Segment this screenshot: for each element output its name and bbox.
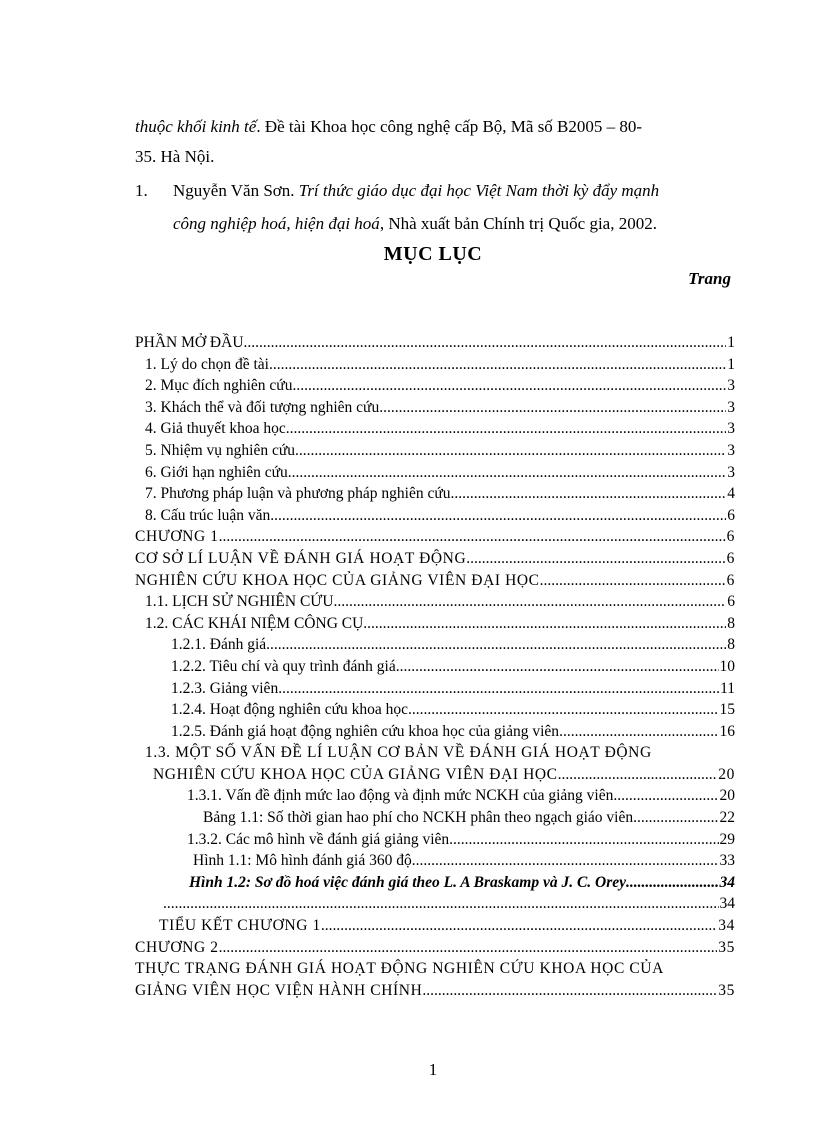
- reference-text: 35. Hà Nội.: [135, 147, 215, 166]
- reference-author: Nguyễn Văn Sơn.: [173, 181, 299, 200]
- reference-line: [173, 213, 743, 235]
- toc-entry[interactable]: 8. Cấu trúc luận văn ..... 6: [135, 505, 735, 527]
- toc-entry[interactable]: 1.3. MỘT SỐ VẤN ĐỀ LÍ LUẬN CƠ BẢN VỀ ĐÁNH GIÁ HOẠT ĐỘNG: [145, 744, 652, 762]
- toc-entry[interactable]: 1. Lý do chọn đề tài ..... 1: [135, 354, 735, 376]
- toc-entry[interactable]: 1.2.4. Hoạt động nghiên cứu khoa học ..... 15: [135, 699, 735, 721]
- toc-entry[interactable]: CHƯƠNG 2 ..... 35: [135, 937, 735, 959]
- reference-italic-text: thuộc khối kinh tế: [135, 117, 257, 136]
- toc-entry[interactable]: NGHIÊN CỨU KHOA HỌC CỦA GIẢNG VIÊN ĐẠI HỌC ..... 20: [135, 764, 735, 786]
- toc-entry[interactable]: ..... 34: [135, 893, 735, 915]
- toc-entry[interactable]: Hình 1.2: Sơ đồ hoá việc đánh giá theo L. A Braskamp và J. C. Orey ..... 34: [135, 872, 735, 894]
- toc-entry[interactable]: NGHIÊN CỨU KHOA HỌC CỦA GIẢNG VIÊN ĐẠI HỌC ..... 6: [135, 570, 735, 592]
- toc-page-column-label: Trang: [688, 269, 731, 288]
- toc-entry[interactable]: 1.3.2. Các mô hình về đánh giá giảng viên ..... 29: [135, 829, 735, 851]
- reference-line: [135, 116, 735, 138]
- toc-entry[interactable]: 1.2.3. Giảng viên ..... 11: [135, 678, 735, 700]
- toc-entry[interactable]: 2. Mục đích nghiên cứu ..... 3: [135, 375, 735, 397]
- toc-entry[interactable]: 7. Phương pháp luận và phương pháp nghiên cứu ..... 4: [135, 483, 735, 505]
- page-number: 1: [428, 1060, 438, 1079]
- toc-entry[interactable]: 5. Nhiệm vụ nghiên cứu ..... 3: [135, 440, 735, 462]
- reference-item: [135, 180, 735, 202]
- reference-text: . Đề tài Khoa học công nghệ cấp Bộ, Mã số B2005 – 80-: [256, 117, 643, 136]
- toc-entry[interactable]: Hình 1.1: Mô hình đánh giá 360 độ ..... 33: [135, 850, 735, 872]
- toc-entry[interactable]: GIẢNG VIÊN HỌC VIỆN HÀNH CHÍNH ..... 35: [135, 980, 735, 1002]
- toc-entry[interactable]: 3. Khách thể và đối tượng nghiên cứu ..... 3: [135, 397, 735, 419]
- toc-entry[interactable]: 1.2.5. Đánh giá hoạt động nghiên cứu khoa học của giảng viên ..... 16: [135, 721, 735, 743]
- reference-book-title: công nghiệp hoá, hiện đại hoá: [173, 214, 380, 233]
- toc-entry[interactable]: 1.2. CÁC KHÁI NIỆM CÔNG CỤ ..... 8: [135, 613, 735, 635]
- toc-entry[interactable]: THỰC TRẠNG ĐÁNH GIÁ HOẠT ĐỘNG NGHIÊN CỨU KHOA HỌC CỦA: [135, 960, 664, 978]
- table-of-contents: [135, 332, 735, 1001]
- toc-entry[interactable]: 1.1. LỊCH SỬ NGHIÊN CỨU ..... 6: [135, 591, 735, 613]
- toc-entry[interactable]: 1.3.1. Vấn đề định mức lao động và định mức NCKH của giảng viên ..... 20: [135, 785, 735, 807]
- reference-line: [135, 146, 735, 168]
- toc-entry[interactable]: 1.2.2. Tiêu chí và quy trình đánh giá ..... 10: [135, 656, 735, 678]
- reference-number: 1.: [135, 181, 148, 200]
- toc-entry[interactable]: Bảng 1.1: Số thời gian hao phí cho NCKH phân theo ngạch giáo viên ..... 22: [135, 807, 735, 829]
- toc-entry[interactable]: 4. Giả thuyết khoa học ..... 3: [135, 418, 735, 440]
- toc-entry[interactable]: CHƯƠNG 1 ..... 6: [135, 526, 735, 548]
- toc-entry[interactable]: CƠ SỞ LÍ LUẬN VỀ ĐÁNH GIÁ HOẠT ĐỘNG ..... 6: [135, 548, 735, 570]
- reference-book-title: Trí thức giáo dục đại học Việt Nam thời kỳ đẩy mạnh: [298, 181, 660, 200]
- toc-entry[interactable]: TIỂU KẾT CHƯƠNG 1 ..... 34: [135, 915, 735, 937]
- toc-entry[interactable]: PHẦN MỞ ĐẦU ..... 1: [135, 332, 735, 354]
- toc-entry[interactable]: 1.2.1. Đánh giá ..... 8: [135, 634, 735, 656]
- reference-publisher: , Nhà xuất bản Chính trị Quốc gia, 2002.: [379, 214, 657, 233]
- toc-entry[interactable]: 6. Giới hạn nghiên cứu ..... 3: [135, 462, 735, 484]
- toc-title: MỤC LỤC: [383, 243, 483, 265]
